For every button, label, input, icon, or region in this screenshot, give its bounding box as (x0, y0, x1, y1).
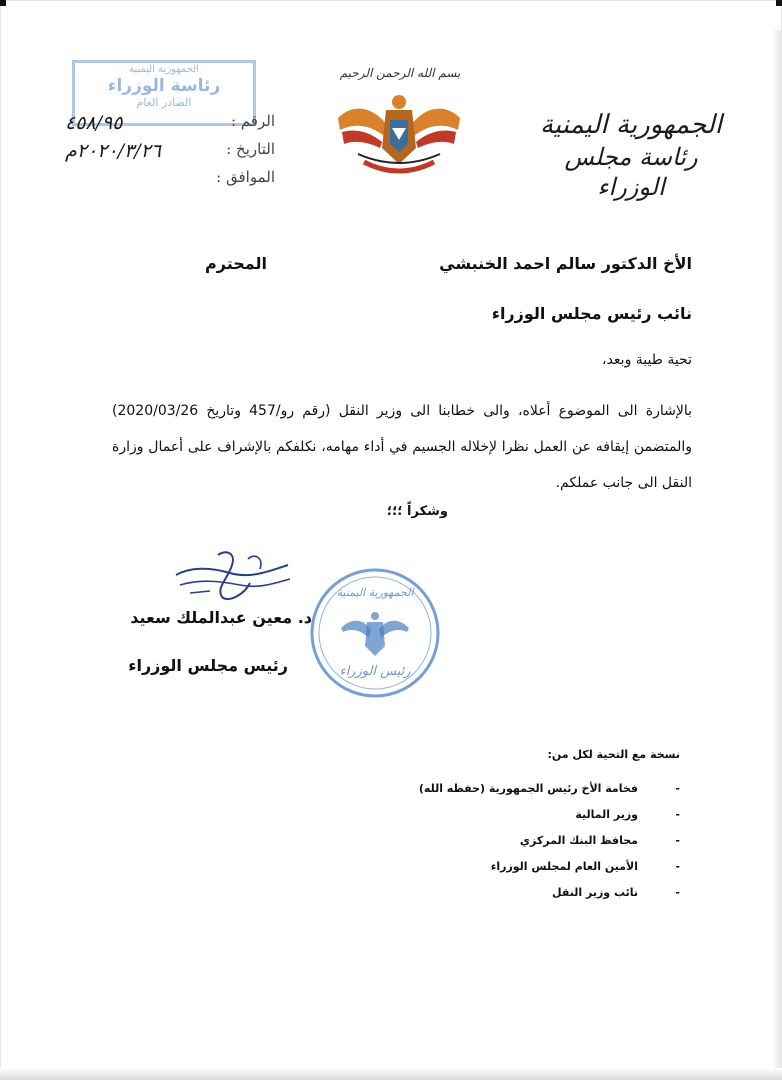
reference-date: ٢٠٢٠/٣/٢٦م (65, 140, 162, 162)
recipient-name: الأخ الدكتور سالم احمد الخنبشي (439, 254, 692, 273)
list-item: - الأمين العام لمجلس الوزراء (490, 860, 680, 873)
signatory-name: د. معين عبدالملك سعيد (130, 608, 312, 627)
crop-corner (0, 0, 6, 6)
closing-thanks: وشكراً ؛؛؛ (386, 504, 448, 519)
page-edge-shadow (772, 30, 782, 1080)
letterhead (536, 108, 726, 202)
handwritten-signature (170, 545, 295, 605)
country-name: الجمهورية اليمنية (539, 110, 723, 140)
cc-list (350, 782, 680, 912)
crop-corner (776, 0, 782, 6)
reference-number-row: الرقم : ٤٥٨/٩٥ (65, 112, 275, 134)
list-item: - نائب وزير النقل (552, 886, 680, 899)
seal-bottom-text: رئيس الوزراء (339, 664, 411, 679)
signatory-title: رئيس مجلس الوزراء (128, 656, 288, 675)
honorific: المحترم (205, 254, 267, 273)
basmala: بسم الله الرحمن الرحيم (339, 66, 461, 80)
letter-body: بالإشارة الى الموضوع أعلاه، والى خطابنا الى وزير النقل (رقم رو/457 وتاريخ 2020/03/26) والمتضمن إيقافه عن العمل نظرا لإخلاله الجسيم في أداء مهامه، نكلفكم بالإشراف على أعمال وزارة النقل الى جانب عملكم. (112, 403, 692, 491)
office-name: رئاسة مجلس الوزراء (564, 143, 698, 201)
seal-top-text: الجمهورية اليمنية (336, 586, 414, 599)
recipient-title: نائب رئيس مجلس الوزراء (491, 304, 692, 323)
greeting: تحية طيبة وبعد، (602, 352, 692, 368)
reference-corresponding-row: الموافق : (216, 168, 275, 186)
registry-stamp: الجمهورية اليمنية رئاسة الوزراء الصادر العام (72, 60, 256, 126)
list-item: - فخامة الأخ رئيس الجمهورية (حفظه الله) (418, 782, 680, 795)
list-item: - محافظ البنك المركزي (519, 834, 680, 847)
reference-block (60, 112, 275, 192)
page-bottom-shadow (0, 1068, 782, 1080)
list-item: - وزير المالية (575, 808, 680, 821)
reference-number: ٤٥٨/٩٥ (65, 112, 123, 134)
eagle-emblem-icon (334, 88, 464, 180)
cc-heading: نسخة مع التحية لكل من: (547, 748, 680, 761)
reference-date-row: التاريخ : ٢٠٢٠/٣/٢٦م (65, 140, 275, 162)
